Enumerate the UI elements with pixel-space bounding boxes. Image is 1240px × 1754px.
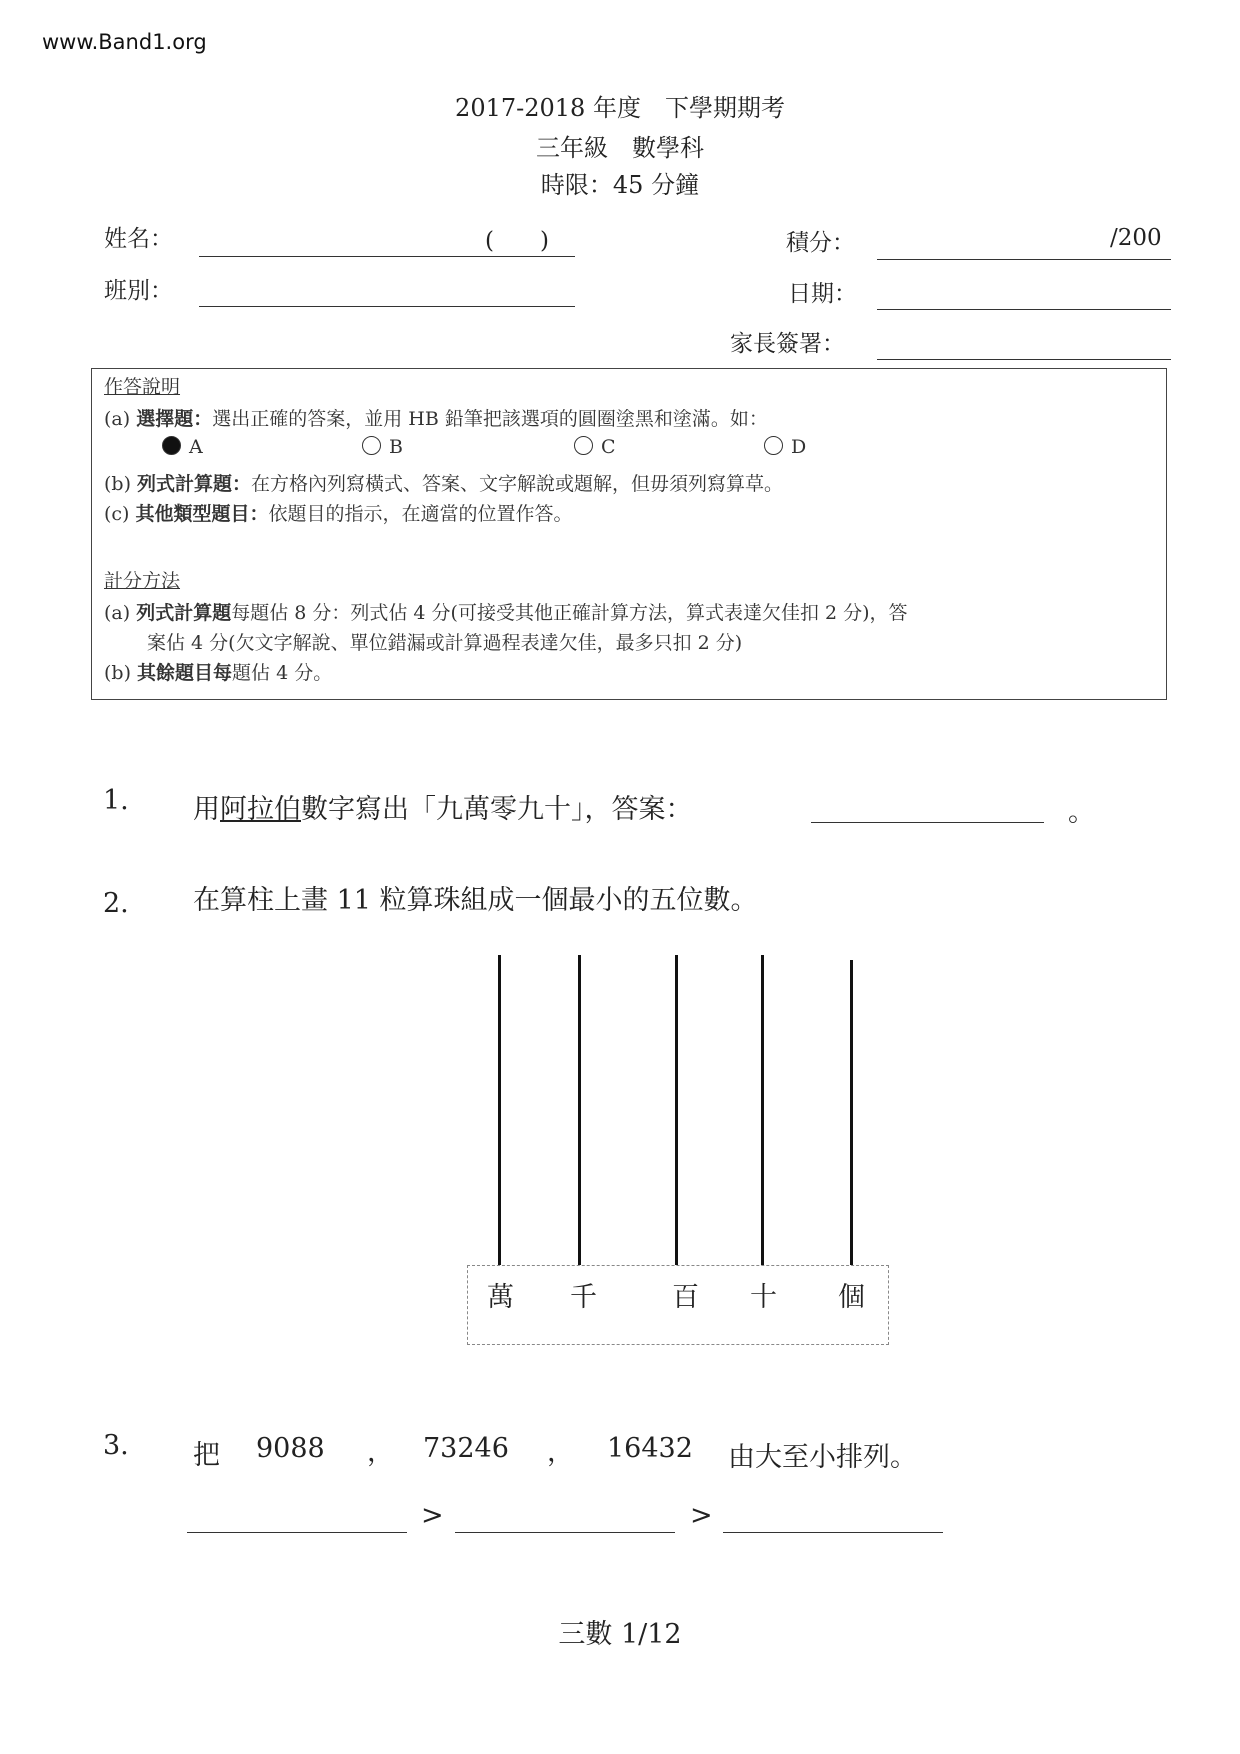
circle-icon xyxy=(362,436,381,455)
question-3-post: 由大至小排列。 xyxy=(728,1442,917,1473)
place-label: 個 xyxy=(838,1282,865,1313)
separator: ， xyxy=(367,1437,394,1468)
class-label: 班別： xyxy=(104,278,173,304)
place-label: 百 xyxy=(672,1282,699,1313)
score-field[interactable] xyxy=(877,259,1171,260)
name-field[interactable] xyxy=(199,256,575,257)
exam-subject: 三年級 數學科 xyxy=(536,134,704,162)
exam-title: 2017-2018 年度 下學期期考 xyxy=(455,94,785,122)
circle-icon xyxy=(574,436,593,455)
abacus-rod-tens[interactable] xyxy=(761,955,764,1265)
watermark: www.Band1.org xyxy=(42,30,207,54)
parent-sign-label: 家長簽署： xyxy=(730,331,845,357)
question-2-number: 2. xyxy=(103,888,129,919)
class-number-paren: ( ) xyxy=(485,228,549,254)
place-label: 千 xyxy=(570,1282,597,1313)
answer-blank-2[interactable] xyxy=(455,1532,675,1533)
example-options: A B C D xyxy=(162,436,806,458)
question-1-answer-field[interactable] xyxy=(811,822,1044,823)
abacus-rod-hundreds[interactable] xyxy=(675,955,678,1265)
instruction-b: (b) 列式計算題：在方格內列寫橫式、答案、文字解說或題解，但毋須列寫算草。 xyxy=(104,473,784,495)
class-field[interactable] xyxy=(199,306,575,307)
abacus-rod-ten-thousands[interactable] xyxy=(498,955,501,1265)
instruction-a: (a) 選擇題：選出正確的答案，並用 HB 鉛筆把該選項的圓圈塗黑和塗滿。如： xyxy=(104,408,768,430)
abacus-rod-ones[interactable] xyxy=(850,960,853,1265)
place-label: 十 xyxy=(750,1282,777,1313)
scoring-a-cont: 案佔 4 分(欠文字解說、單位錯漏或計算過程表達欠佳，最多只扣 2 分) xyxy=(147,632,743,654)
instructions-box xyxy=(91,368,1167,700)
scoring-a: (a) 列式計算題每題佔 8 分：列式佔 4 分(可接受其他正確計算方法，算式表達欠佳扣 2 分)，答 xyxy=(104,602,908,624)
place-label: 萬 xyxy=(487,1282,514,1313)
scoring-b: (b) 其餘題目每題佔 4 分。 xyxy=(104,662,333,684)
score-total: /200 xyxy=(1110,225,1162,251)
date-label: 日期： xyxy=(788,281,857,307)
instructions-title: 作答說明 xyxy=(104,376,181,398)
exam-time-limit: 時限：45 分鐘 xyxy=(540,171,700,199)
parent-sign-field[interactable] xyxy=(877,359,1171,360)
question-1-text: 用阿拉伯數字寫出「九萬零九十」，答案： xyxy=(193,794,693,825)
number-item: 73246 xyxy=(423,1433,509,1464)
question-1-number: 1. xyxy=(103,785,129,816)
circle-icon xyxy=(764,436,783,455)
date-field[interactable] xyxy=(877,309,1171,310)
greater-than: > xyxy=(421,1500,444,1531)
greater-than: > xyxy=(690,1500,713,1531)
name-label: 姓名： xyxy=(104,226,173,252)
filled-circle-icon xyxy=(162,436,181,455)
question-1-end: 。 xyxy=(1068,797,1095,828)
question-2-text: 在算柱上畫 11 粒算珠組成一個最小的五位數。 xyxy=(193,885,758,916)
answer-blank-1[interactable] xyxy=(187,1532,407,1533)
number-item: 9088 xyxy=(256,1433,325,1464)
instruction-c: (c) 其他類型題目：依題目的指示，在適當的位置作答。 xyxy=(104,503,573,525)
question-3-number: 3. xyxy=(103,1430,129,1461)
score-label: 積分： xyxy=(786,230,855,256)
scoring-title: 計分方法 xyxy=(104,570,181,592)
question-3-pre: 把 xyxy=(193,1440,220,1471)
answer-blank-3[interactable] xyxy=(723,1532,943,1533)
number-item: 16432 xyxy=(607,1433,693,1464)
page-footer: 三數 1/12 xyxy=(558,1619,682,1650)
separator: ， xyxy=(547,1437,574,1468)
abacus-rod-thousands[interactable] xyxy=(578,955,581,1265)
